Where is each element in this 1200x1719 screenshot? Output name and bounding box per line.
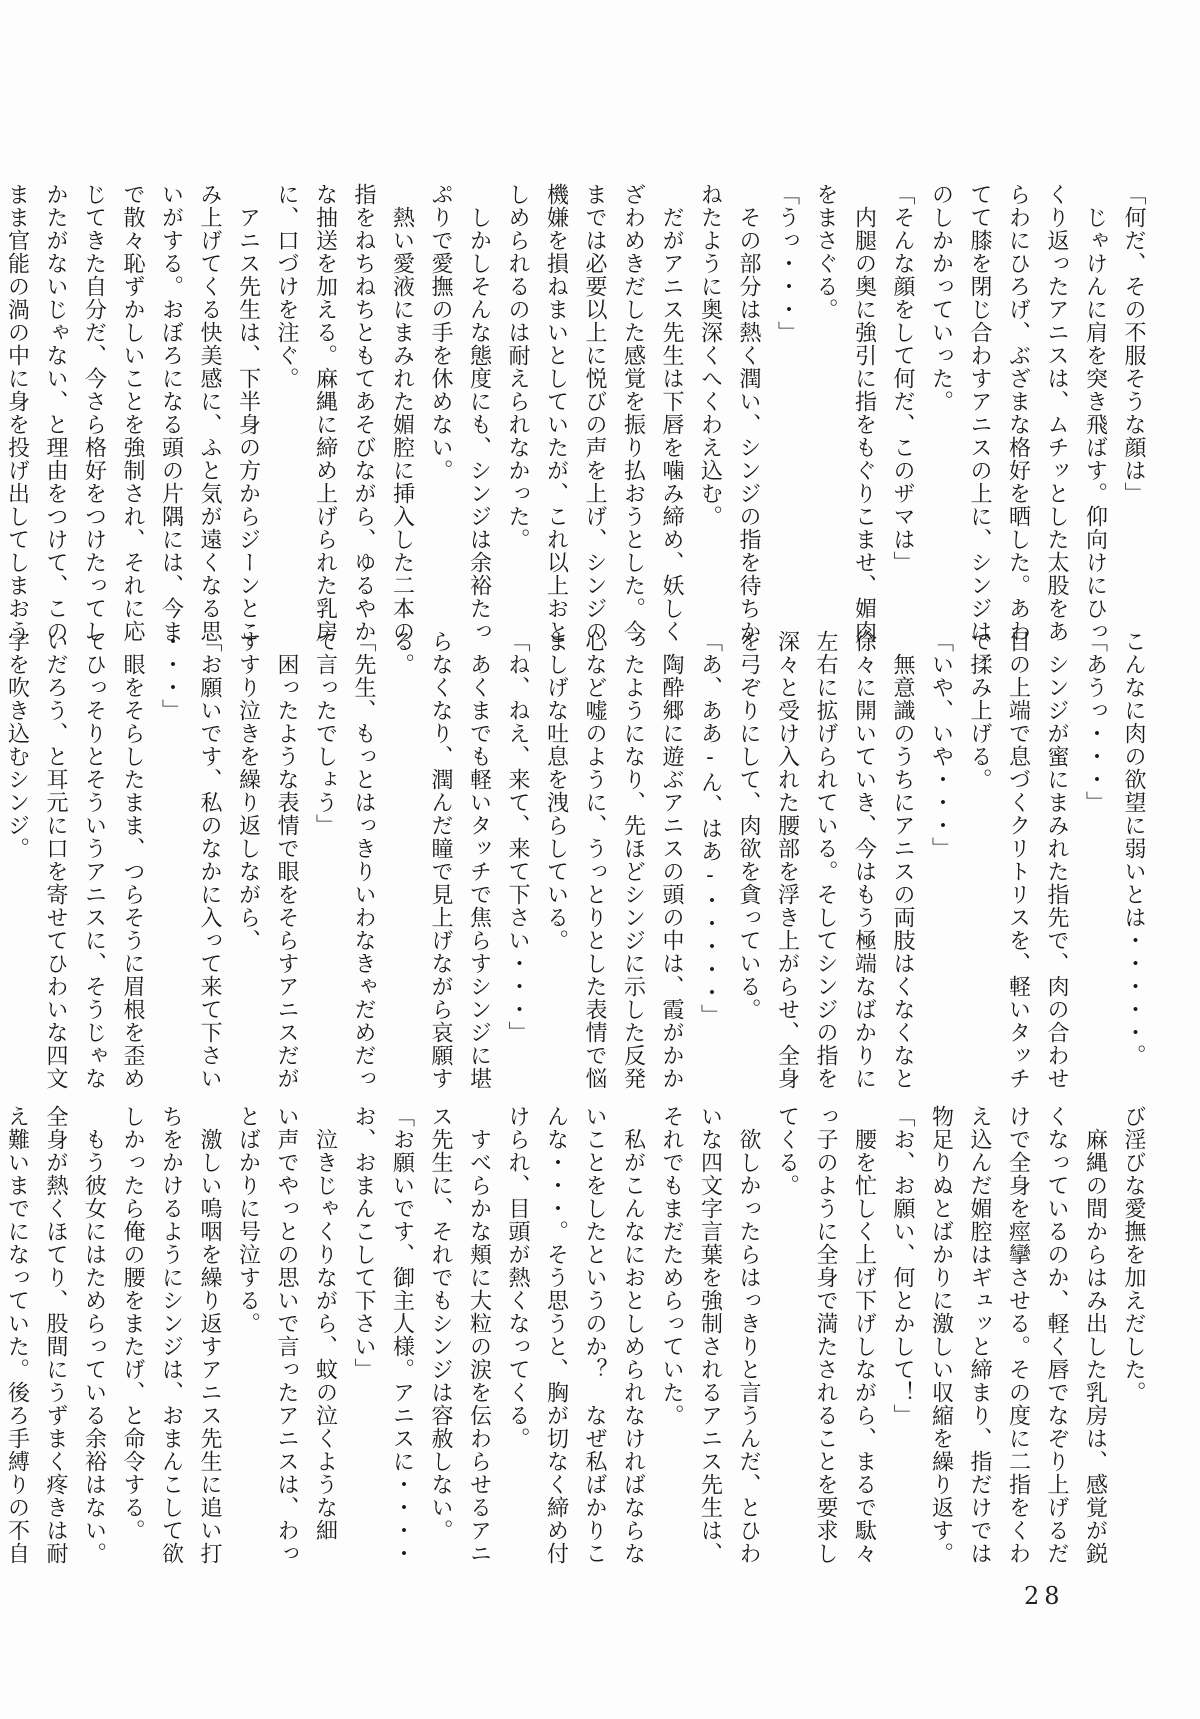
text-line: それでもまだためらっていた。	[659, 1105, 684, 1427]
text-tier-bottom	[4, 1105, 1152, 1630]
text-line: シンジが蜜にまみれた指先で、肉の合わせ	[1044, 630, 1069, 1090]
text-line: くり返ったアニスは、ムチッとした太股をあ	[1044, 183, 1069, 643]
text-line: 「うっ・・・」	[774, 183, 800, 344]
text-line: 「あうっ・・・」	[1082, 630, 1108, 814]
text-line: けられ、目頭が熱くなってくる。	[505, 1105, 530, 1450]
text-line: じてきた自分だ、今さら格好をつけたってし	[81, 183, 107, 643]
text-line: いな四文字言葉を強制されるアニス先生は、	[697, 1105, 723, 1565]
text-line: 「先生、もっとはっきりいわなきゃだめだっ	[351, 630, 376, 1090]
text-line: 無意識のうちにアニスの両肢はくなくなと	[890, 630, 915, 1090]
text-line: ぷりで愛撫の手を休めない。	[428, 183, 453, 482]
text-line: に、口づけを注ぐ。	[274, 183, 299, 390]
text-line: 内腿の奥に強引に指をもぐりこませ、媚肉	[851, 183, 877, 643]
text-line: しめられるのは耐えられなかった。	[505, 183, 530, 551]
text-line: だがアニス先生は下唇を噛み締め、妖しく	[659, 183, 684, 643]
text-line: 麻縄の間からはみ出した乳房は、感覚が鋭	[1082, 1105, 1108, 1565]
text-line: 「ね、ねえ、来て、来て下さい・・・」	[505, 630, 530, 1044]
text-line: な抽送を加える。麻縄に締め上げられた乳房	[312, 183, 338, 643]
text-line: 深々と受け入れた腰部を浮き上がらせ、全身	[774, 630, 800, 1090]
text-line: もう彼女にはためらっている余裕はない。	[81, 1105, 107, 1565]
text-line: 全身が熱くほてり、股間にうずまく疼きは耐	[43, 1105, 68, 1565]
text-line: をまさぐる。	[813, 183, 838, 321]
text-line: じゃけんに肩を突き飛ばす。仰向けにひっ	[1082, 183, 1108, 643]
text-line: ざわめきだした感覚を振り払おうとした。今	[620, 183, 646, 643]
text-line: お、おまんこして下さい」	[351, 1105, 376, 1381]
text-line: 物足りぬとばかりに激しい収縮を繰り返す。	[928, 1105, 954, 1565]
text-line: で散々恥ずかしいことを強制され、それに応	[120, 183, 145, 643]
text-line: すべらかな頬に大粒の涙を伝わらせるアニ	[466, 1105, 492, 1565]
text-line: 熱い愛液にまみれた媚腔に挿入した二本の	[389, 183, 415, 643]
text-line: てて膝を閉じ合わすアニスの上に、シンジは	[967, 183, 992, 643]
text-line: 字を吹き込むシンジ。	[4, 630, 30, 860]
text-line: 私がこんなにおとしめられなければならな	[620, 1105, 646, 1565]
text-line: ちをかけるようにシンジは、おまんこして欲	[158, 1105, 184, 1565]
text-line: くなっているのか、軽く唇でなぞり上げるだ	[1044, 1105, 1069, 1565]
text-line: こんなに肉の欲望に弱いとは・・・・・。	[1121, 630, 1146, 1067]
text-line: いがする。おぼろになる頭の片隅には、今ま	[158, 183, 184, 643]
text-line: 「お、お願い、何とかして！」	[890, 1105, 915, 1427]
text-line: み上げてくる快美感に、ふと気が遠くなる思	[197, 183, 222, 643]
text-line: る。	[389, 630, 415, 676]
text-line: てくる。	[774, 1105, 800, 1197]
text-line: て言ったでしょう」	[312, 630, 338, 837]
text-line: その部分は熱く潤い、シンジの指を待ちか	[736, 183, 761, 643]
text-line: 陶酔郷に遊ぶアニスの頭の中は、霞がかか	[659, 630, 684, 1090]
text-line: 激しい嗚咽を繰り返すアニス先生に追い打	[197, 1105, 222, 1565]
text-line: んな・・・。そう思うと、胸が切なく締め付	[543, 1105, 569, 1565]
text-line: らなくなり、潤んだ瞳で見上げながら哀願す	[428, 630, 453, 1090]
text-line: 「お願いです、私のなかに入って来て下さい	[197, 630, 222, 1090]
text-line: 眼をそらしたまま、つらそうに眉根を歪め	[120, 630, 145, 1090]
text-line: で揉み上げる。	[967, 630, 992, 791]
text-line: 「あ、ああ-ん、はあ-・・・・・」	[697, 630, 723, 1027]
text-line: 「いや、いや・・・」	[928, 630, 954, 860]
text-line: 左右に拡げられている。そしてシンジの指を	[813, 630, 838, 1090]
text-line: え難いまでになっていた。後ろ手縛りの不自	[4, 1105, 30, 1565]
text-line: ましげな吐息を洩らしている。	[543, 630, 569, 952]
text-line: 腰を忙しく上げ下げしながら、まるで駄々	[851, 1105, 877, 1565]
text-line: しかったら俺の腰をまたげ、と命令する。	[120, 1105, 145, 1542]
text-line: ス先生に、それでもシンジは容赦しない。	[428, 1105, 453, 1542]
text-line: とばかりに号泣する。	[235, 1105, 261, 1335]
text-line: 困ったような表情で眼をそらすアニスだが	[274, 630, 299, 1090]
text-line: 心など嘘のように、うっとりとした表情で悩	[582, 630, 607, 1090]
page-number: 28	[1024, 1582, 1065, 1610]
text-line: 徐々に開いていき、今はもう極端なばかりに	[851, 630, 877, 1090]
text-line: 「何だ、その不服そうな顔は」	[1121, 183, 1146, 505]
text-line: てひっそりとそういうアニスに、そうじゃな	[81, 630, 107, 1090]
text-line: までは必要以上に悦びの声を上げ、シンジの	[582, 183, 607, 643]
text-line: 目の上端で息づくクリトリスを、軽いタッチ	[1005, 630, 1031, 1090]
text-line: らわにひろげ、ぶざまな格好を晒した。あわ	[1005, 183, 1031, 643]
text-line: けで全身を痙攣させる。その度に二指をくわ	[1005, 1105, 1031, 1565]
text-line: のしかかっていった。	[928, 183, 954, 413]
text-line: い声でやっとの思いで言ったアニスは、わっ	[274, 1105, 299, 1565]
text-line: っ子のように全身で満たされることを要求し	[813, 1105, 838, 1565]
text-line: ・・・」	[158, 630, 184, 722]
text-line: すすり泣きを繰り返しながら、	[235, 630, 261, 952]
text-line: を弓ぞりにして、肉欲を貪っている。	[736, 630, 761, 1021]
text-tier-middle	[4, 630, 1152, 1130]
text-line: かたがないじゃない、と理由をつけて、この	[43, 183, 68, 643]
text-line: 機嫌を損ねまいとしていたが、これ以上おと	[543, 183, 569, 643]
text-line: び淫びな愛撫を加えだした。	[1121, 1105, 1146, 1404]
text-line: 「そんな顔をして何だ、このザマは」	[890, 183, 915, 574]
text-line: ねたように奥深くへくわえ込む。	[697, 183, 723, 528]
text-line: いことをしたというのか？ なぜ私ばかりこ	[582, 1105, 607, 1565]
text-line: ったようになり、先ほどシンジに示した反発	[620, 630, 646, 1090]
text-line: あくまでも軽いタッチで焦らすシンジに堪	[466, 630, 492, 1090]
text-tier-top	[4, 183, 1152, 703]
text-line: 欲しかったらはっきりと言うんだ、とひわ	[736, 1105, 761, 1565]
text-line: 指をねちねちともてあそびながら、ゆるやか	[351, 183, 376, 643]
text-line: いだろう、と耳元に口を寄せてひわいな四文	[43, 630, 68, 1090]
text-line: しかしそんな態度にも、シンジは余裕たっ	[466, 183, 492, 643]
text-line: まま官能の渦の中に身を投げ出してしまおう	[4, 183, 30, 643]
text-line: 「お願いです、御主人様。アニスに・・・・	[389, 1105, 415, 1565]
text-line: 泣きじゃくりながら、蚊の泣くような細	[312, 1105, 338, 1542]
text-line: アニス先生は、下半身の方からジーンとこ	[235, 183, 261, 643]
text-line: え込んだ媚腔はギュッと締まり、指だけでは	[967, 1105, 992, 1565]
